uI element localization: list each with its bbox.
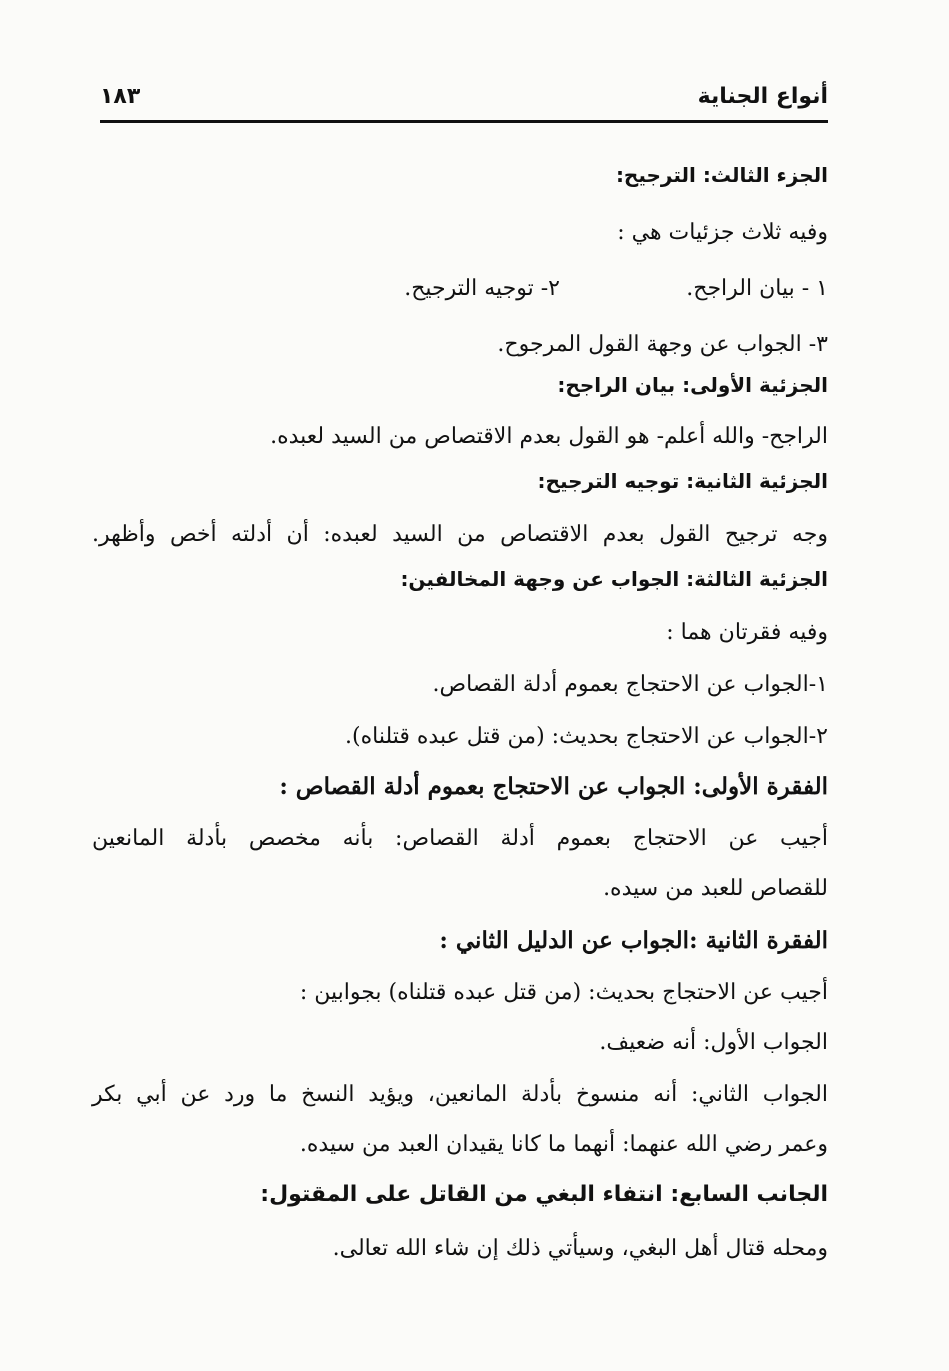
paragraph: أجيب عن الاحتجاج بحديث: (من قتل عبده قتلناه) بجوابين : <box>299 980 828 1005</box>
subsection-heading: الجزئية الأولى: بيان الراجح: <box>557 373 828 397</box>
running-title: أنواع الجناية <box>697 84 828 109</box>
paragraph: وعمر رضي الله عنهما: أنهما ما كانا يقيدان العبد من سيده. <box>299 1132 828 1157</box>
page-number: ١٨٣ <box>100 84 141 109</box>
list-item: ٢- توجيه الترجيح. <box>404 276 560 301</box>
paragraph: الجواب الثاني: أنه منسوخ بأدلة المانعين، ويؤيد النسخ ما ورد عن أبي بكر <box>92 1082 828 1107</box>
paragraph: الراجح- والله أعلم- هو القول بعدم الاقتصاص من السيد لعبده. <box>270 424 828 449</box>
section-heading: الجزء الثالث: الترجيح: <box>615 163 828 187</box>
paragraph: وجه ترجيح القول بعدم الاقتصاص من السيد لعبده: أن أدلته أخص وأظهر. <box>92 522 828 547</box>
paragraph: أجيب عن الاحتجاج بعموم أدلة القصاص: بأنه مخصص بأدلة المانعين <box>92 826 828 851</box>
page-header <box>100 84 828 118</box>
list-item: ٣- الجواب عن وجهة القول المرجوح. <box>497 332 828 357</box>
subsection-heading: الجزئية الثانية: توجيه الترجيح: <box>537 469 828 493</box>
paragraph: وفيه فقرتان هما : <box>666 620 828 645</box>
paragraph: الجواب الأول: أنه ضعيف. <box>599 1030 828 1055</box>
list-item: ١ - بيان الراجح. <box>686 276 828 301</box>
paragraph-heading: الفقرة الأولى: الجواب عن الاحتجاج بعموم أدلة القصاص : <box>279 773 828 800</box>
paragraph: ومحله قتال أهل البغي، وسيأتي ذلك إن شاء الله تعالى. <box>332 1236 828 1261</box>
paragraph: للقصاص للعبد من سيده. <box>603 876 828 901</box>
header-rule <box>100 120 828 123</box>
section-heading: الجانب السابع: انتفاء البغي من القاتل على المقتول: <box>260 1182 828 1207</box>
list-item: ٢-الجواب عن الاحتجاج بحديث: (من قتل عبده قتلناه). <box>345 724 828 749</box>
paragraph: وفيه ثلاث جزئيات هي : <box>617 220 828 245</box>
list-item: ١-الجواب عن الاحتجاج بعموم أدلة القصاص. <box>432 672 828 697</box>
paragraph-heading: الفقرة الثانية :الجواب عن الدليل الثاني : <box>439 927 828 954</box>
subsection-heading: الجزئية الثالثة: الجواب عن وجهة المخالفين: <box>400 567 828 591</box>
